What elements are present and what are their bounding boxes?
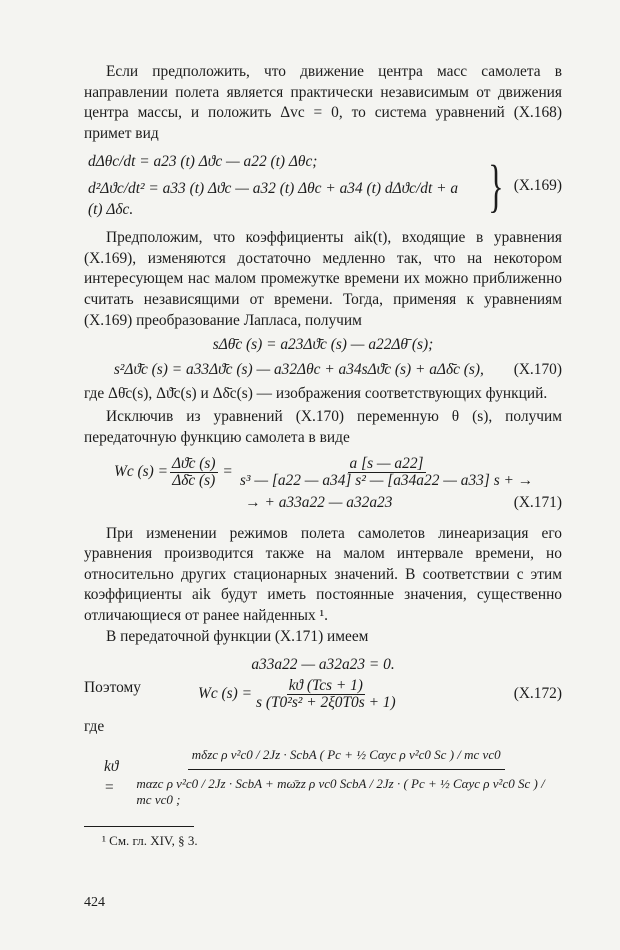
equation-x170 <box>84 335 562 380</box>
equation-x169-line1: dΔθc/dt = a23 (t) Δϑc — a22 (t) Δθc; <box>88 153 318 171</box>
word-where: где <box>84 717 105 735</box>
equation-x171: Wc (s) = $\frac{\Delta ϑ̄c (s)}{\Delta\deltāc (s)}$ = $\frac{a [s — a22]}{\text{s³ — [a22 — a34] s² — [a34a22 — a33] s + →}}$ → + a33a22 — a32a23 (X.171) <box>84 456 562 514</box>
equation-x171-ratio <box>170 456 218 489</box>
equation-x169 <box>84 152 562 220</box>
equation-x172-fraction <box>254 678 398 711</box>
equation-x171-fraction <box>238 456 535 489</box>
equation-identity: a33a22 — a32a23 = 0. <box>251 656 395 674</box>
word-therefore: Поэтому <box>84 678 141 696</box>
fraction-numerator: kϑ (Tcs + 1) <box>288 676 363 694</box>
equation-number: (X.169) <box>513 176 562 194</box>
fraction-denominator: s³ — [a22 — a34] s² — [a34a22 — a33] s + → <box>239 472 534 490</box>
equation-k-theta <box>84 741 562 814</box>
equation-x171-lhs: Wc (s) = <box>114 463 168 481</box>
paragraph-2: Предположим, что коэффициенты aik(t), входящие в уравнения (X.169), изменяются достаточно медленно так, что на некотором интересующем нас малом промежутке времени их можно приближенно считать независящими от времени. Тогда, применяя к уравнениям (X.169) преобразование Лапласа, получим <box>84 229 562 329</box>
paragraph-3: где Δθ̄c(s), Δϑ̄c(s) и Δδ̄c(s) — изображения соответствующих функций. <box>84 385 548 403</box>
ratio-denominator: Δδ̄c (s) <box>172 472 216 490</box>
paragraph-5: При изменении режимов полета самолетов линеаризация его уравнения производится также на малом интервале времени, но относительно других стационарных значений. В соответствии с этим коэффициенты aik будут иметь постоянные значения, существенно отличающиеся от ранее найденных ¹. <box>84 524 562 625</box>
paragraph-4: Исключив из уравнений (X.170) переменную θ (s), получим передаточную функцию самолета в виде <box>84 407 562 446</box>
equation-number: (X.170) <box>513 360 562 378</box>
equation-x172 <box>84 678 562 711</box>
fraction-numerator: mδzc ρ v²c0 / 2Jz · ScbA ( Pc + ½ Cαyc ρ v²c0 Sc ) / mc vc0 <box>188 741 505 770</box>
equation-number: (X.172) <box>513 685 562 703</box>
ratio-numerator: Δϑ̄c (s) <box>171 455 216 473</box>
page-number: 424 <box>84 895 105 910</box>
paragraph-6: В передаточной функции (X.171) имеем <box>106 627 369 645</box>
paragraph-1: Если предположить, что движение центра масс самолета в направлении полета является практически независимым от движения центра массы, и положить Δvc = 0, то система уравнений (X.168) примет вид <box>84 63 562 142</box>
equation-x172-lhs: Wc (s) = <box>198 685 252 703</box>
equation-x170-line1: sΔθ̄c (s) = a23Δϑ̄c (s) — a22Δθ̄ (s); <box>212 336 434 354</box>
fraction-denominator: s (T0²s² + 2ξ0T0s + 1) <box>255 693 396 711</box>
equation-number: (X.171) <box>513 494 562 512</box>
equation-k-lhs: kϑ = <box>104 758 119 796</box>
equation-x170-line2: s²Δϑ̄c (s) = a33Δϑ̄c (s) — a32Δθc + a34sΔϑ̄c (s) + aΔδ̄c (s), <box>113 360 484 378</box>
equation-k-fraction <box>132 741 560 814</box>
equation-x171-continuation: → + a33a22 — a32a23 <box>245 494 393 512</box>
brace-symbol: } <box>488 153 504 219</box>
equation-x169-line2: d²Δϑc/dt² = a33 (t) Δϑc — a32 (t) Δθc + a34 (t) dΔϑc/dt + a (t) Δδc. <box>88 179 459 218</box>
fraction-denominator: mαzc ρ v²c0 / 2Jz · ScbA + mω̄zz ρ vc0 ScbA / 2Jz · ( Pc + ½ Cαyc ρ v²c0 Sc ) / mc vc0 ; <box>136 776 545 808</box>
footnote: ¹ См. гл. XIV, § 3. <box>102 833 198 849</box>
fraction-numerator: a [s — a22] <box>349 455 424 473</box>
footnote-divider <box>84 826 194 827</box>
